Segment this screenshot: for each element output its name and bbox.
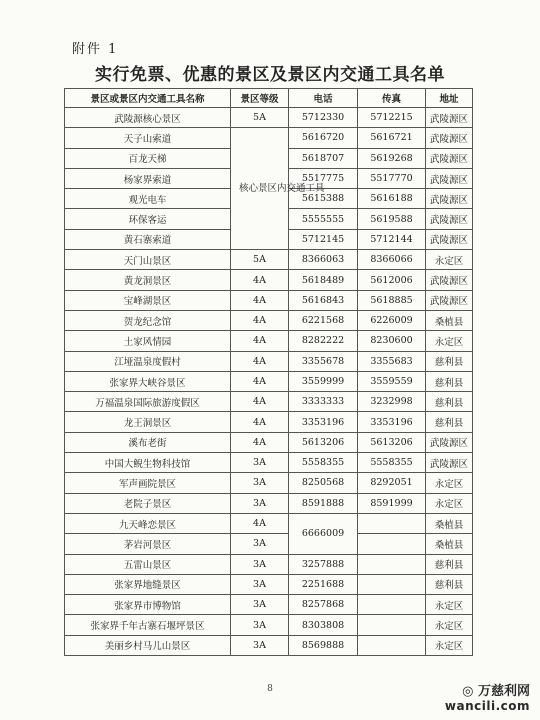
cell-fax: 3355683 — [358, 351, 426, 371]
table-row — [65, 290, 473, 310]
cell-address: 武陵源区 — [426, 432, 473, 452]
scenic-spots-table — [64, 88, 473, 656]
cell-level: 3A — [231, 595, 289, 615]
cell-address: 武陵源区 — [426, 290, 473, 310]
cell-fax: 5612006 — [358, 270, 426, 290]
cell-address: 永定区 — [426, 250, 473, 270]
cell-name: 张家界市博物馆 — [65, 595, 231, 615]
cell-fax: 5619588 — [358, 209, 426, 229]
cell-fax: 5619268 — [358, 148, 426, 168]
cell-fax: 3232998 — [358, 392, 426, 412]
cell-name: 茅岩河景区 — [65, 534, 231, 554]
cell-tel: 8591888 — [289, 493, 358, 513]
cell-tel: 5618707 — [289, 148, 358, 168]
cell-address: 武陵源区 — [426, 209, 473, 229]
cell-name: 武陵源核心景区 — [65, 108, 231, 128]
cell-tel: 5613206 — [289, 432, 358, 452]
cell-fax — [358, 595, 426, 615]
table-row — [65, 493, 473, 513]
table-row — [65, 615, 473, 635]
cell-name: 百龙天梯 — [65, 148, 231, 168]
cell-tel: 5616843 — [289, 290, 358, 310]
cell-level: 4A — [231, 412, 289, 432]
table-row — [65, 453, 473, 473]
cell-tel: 8282222 — [289, 331, 358, 351]
cell-name: 张家界千年古寨石堰坪景区 — [65, 615, 231, 635]
cell-tel: 8569888 — [289, 635, 358, 655]
cell-tel: 3355678 — [289, 351, 358, 371]
cell-tel: 5712330 — [289, 108, 358, 128]
cell-fax — [358, 635, 426, 655]
cell-name: 黄龙洞景区 — [65, 270, 231, 290]
cell-address: 武陵源区 — [426, 453, 473, 473]
cell-name: 万福温泉国际旅游度假区 — [65, 392, 231, 412]
cell-fax: 5712215 — [358, 108, 426, 128]
table-row — [65, 128, 473, 148]
header-address: 地址 — [426, 89, 473, 108]
header-tel: 电话 — [289, 89, 358, 108]
cell-level: 4A — [231, 371, 289, 391]
attachment-label: 附件 1 — [72, 42, 119, 57]
cell-fax — [358, 574, 426, 594]
header-name: 景区或景区内交通工具名称 — [65, 89, 231, 108]
watermark-line1: ◎ 万慈利网 — [462, 684, 530, 699]
cell-address: 武陵源区 — [426, 148, 473, 168]
cell-fax: 5517770 — [358, 168, 426, 188]
cell-level: 5A — [231, 250, 289, 270]
table-header-row — [65, 89, 473, 108]
cell-name: 贺龙纪念馆 — [65, 310, 231, 330]
cell-level: 4A — [231, 290, 289, 310]
cell-level: 4A — [231, 351, 289, 371]
cell-fax: 8366066 — [358, 250, 426, 270]
core-transport-label: 核心景区内交通工具 — [239, 182, 325, 194]
table-row — [65, 513, 473, 533]
table-row — [65, 595, 473, 615]
cell-name: 杨家界索道 — [65, 168, 231, 188]
table-row — [65, 635, 473, 655]
cell-fax: 8292051 — [358, 473, 426, 493]
cell-address: 永定区 — [426, 493, 473, 513]
cell-name: 军声画院景区 — [65, 473, 231, 493]
cell-fax: 5616188 — [358, 189, 426, 209]
table-row — [65, 310, 473, 330]
cell-name: 黄石寨索道 — [65, 229, 231, 249]
cell-level: 3A — [231, 534, 289, 554]
cell-level: 3A — [231, 473, 289, 493]
cell-fax: 5618885 — [358, 290, 426, 310]
cell-tel: 6221568 — [289, 310, 358, 330]
table-row — [65, 270, 473, 290]
cell-tel: 5555555 — [289, 209, 358, 229]
cell-name: 宝峰湖景区 — [65, 290, 231, 310]
cell-address: 永定区 — [426, 473, 473, 493]
cell-address: 武陵源区 — [426, 128, 473, 148]
cell-level: 3A — [231, 554, 289, 574]
cell-level: 3A — [231, 453, 289, 473]
cell-address: 慈利县 — [426, 371, 473, 391]
cell-level: 3A — [231, 493, 289, 513]
cell-level: 4A — [231, 270, 289, 290]
cell-tel: 2251688 — [289, 574, 358, 594]
cell-fax: 8591999 — [358, 493, 426, 513]
cell-tel: 5616720 — [289, 128, 358, 148]
cell-address: 慈利县 — [426, 412, 473, 432]
cell-level: 3A — [231, 574, 289, 594]
watermark-line2: wancili.com — [444, 699, 530, 713]
table-row — [65, 473, 473, 493]
cell-address: 武陵源区 — [426, 229, 473, 249]
cell-tel: 3559999 — [289, 371, 358, 391]
cell-name: 环保客运 — [65, 209, 231, 229]
cell-tel: 5712145 — [289, 229, 358, 249]
header-fax: 传真 — [358, 89, 426, 108]
cell-address: 慈利县 — [426, 392, 473, 412]
cell-address: 武陵源区 — [426, 270, 473, 290]
cell-name: 观光电车 — [65, 189, 231, 209]
cell-fax: 5558355 — [358, 453, 426, 473]
cell-tel: 3333333 — [289, 392, 358, 412]
table-row — [65, 371, 473, 391]
cell-level: 4A — [231, 392, 289, 412]
cell-name: 溪布老街 — [65, 432, 231, 452]
cell-name: 九天峰恋景区 — [65, 513, 231, 533]
cell-name: 天门山景区 — [65, 250, 231, 270]
cell-fax — [358, 513, 426, 533]
page-number: 8 — [267, 684, 273, 694]
cell-fax — [358, 534, 426, 554]
cell-address: 武陵源区 — [426, 189, 473, 209]
cell-name: 张家界大峡谷景区 — [65, 371, 231, 391]
document-title: 实行免票、优惠的景区及景区内交通工具名单 — [95, 65, 445, 85]
cell-tel: 5615388 — [289, 189, 358, 209]
table-row — [65, 392, 473, 412]
cell-tel: 5517775 — [289, 168, 358, 188]
cell-tel: 8257868 — [289, 595, 358, 615]
cell-name: 老院子景区 — [65, 493, 231, 513]
cell-level: 5A — [231, 108, 289, 128]
watermark — [445, 680, 530, 713]
table-row — [65, 412, 473, 432]
cell-fax: 5712144 — [358, 229, 426, 249]
cell-level: 4A — [231, 513, 289, 533]
cell-level: 3A — [231, 615, 289, 635]
cell-tel-shared: 6666009 — [289, 513, 358, 554]
cell-address: 武陵源区 — [426, 108, 473, 128]
table-row — [65, 432, 473, 452]
cell-level: 4A — [231, 331, 289, 351]
cell-level: 4A — [231, 432, 289, 452]
cell-address: 慈利县 — [426, 351, 473, 371]
cell-name: 张家界地缝景区 — [65, 574, 231, 594]
cell-address: 武陵源区 — [426, 168, 473, 188]
table-row — [65, 554, 473, 574]
cell-address: 桑植县 — [426, 513, 473, 533]
cell-address: 永定区 — [426, 595, 473, 615]
table-row — [65, 574, 473, 594]
cell-fax: 3559559 — [358, 371, 426, 391]
table-row — [65, 351, 473, 371]
table-row — [65, 250, 473, 270]
cell-fax: 3353196 — [358, 412, 426, 432]
cell-level: 4A — [231, 310, 289, 330]
cell-name: 土家风情园 — [65, 331, 231, 351]
cell-name: 五雷山景区 — [65, 554, 231, 574]
cell-address: 永定区 — [426, 615, 473, 635]
cell-address: 桑植县 — [426, 310, 473, 330]
cell-fax: 6226009 — [358, 310, 426, 330]
table-row — [65, 331, 473, 351]
table-row — [65, 534, 473, 554]
table-row — [65, 108, 473, 128]
cell-fax: 5616721 — [358, 128, 426, 148]
cell-fax: 8230600 — [358, 331, 426, 351]
cell-fax — [358, 615, 426, 635]
cell-name: 中国大鲵生物科技馆 — [65, 453, 231, 473]
cell-tel: 5618489 — [289, 270, 358, 290]
cell-name: 江垭温泉度假村 — [65, 351, 231, 371]
cell-tel: 5558355 — [289, 453, 358, 473]
cell-address: 慈利县 — [426, 574, 473, 594]
cell-address: 桑植县 — [426, 534, 473, 554]
cell-address: 永定区 — [426, 635, 473, 655]
cell-tel: 8250568 — [289, 473, 358, 493]
cell-tel: 3257888 — [289, 554, 358, 574]
cell-address: 永定区 — [426, 331, 473, 351]
cell-address: 慈利县 — [426, 554, 473, 574]
cell-tel: 8366063 — [289, 250, 358, 270]
cell-tel: 8303808 — [289, 615, 358, 635]
header-level: 景区等级 — [231, 89, 289, 108]
cell-tel: 3353196 — [289, 412, 358, 432]
cell-name: 龙王洞景区 — [65, 412, 231, 432]
cell-fax — [358, 554, 426, 574]
cell-name: 天子山索道 — [65, 128, 231, 148]
cell-name: 美丽乡村马儿山景区 — [65, 635, 231, 655]
cell-level: 3A — [231, 635, 289, 655]
cell-fax: 5613206 — [358, 432, 426, 452]
